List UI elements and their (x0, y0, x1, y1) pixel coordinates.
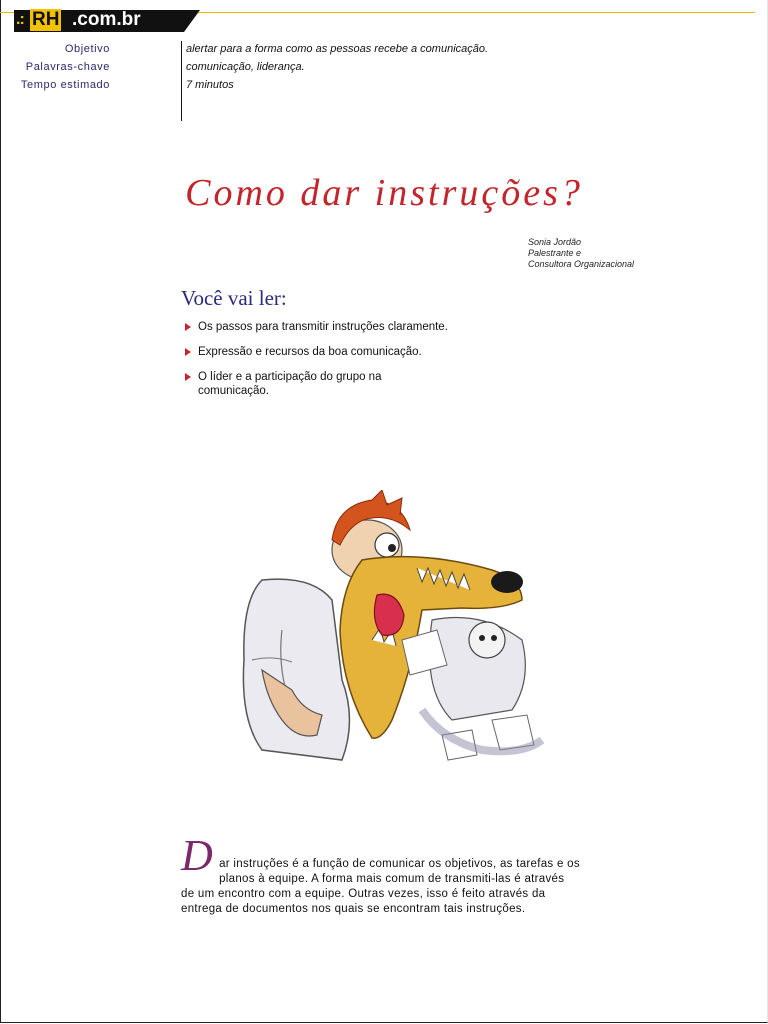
body-text: ar instruções é a função de comunicar os objetivos, as tarefas e os planos à equipe. A forma mais comum de transmiti-las é através de um encontro com a equipe. Outras vezes, isso é feito através da entrega de documentos nos quais se encontram tais instruções. (181, 858, 580, 915)
meta-row-objetivo (0, 41, 700, 59)
author-role-1: Palestrante e (528, 248, 582, 258)
bullet-arrow-icon (185, 348, 191, 356)
logo-rh: RH (32, 9, 60, 30)
list-item-text: Expressão e recursos da boa comunicação. (198, 346, 422, 358)
list-item (185, 370, 455, 398)
logo-dots: .: (16, 11, 24, 28)
page-title: Como dar instruções? (185, 172, 583, 214)
meta-value: alertar para a forma como as pessoas recebe a comunicação. (186, 43, 489, 55)
author-name: Sonia Jordão (528, 237, 582, 247)
cartoon-dog-illustration-icon (222, 490, 562, 790)
logo-domain: .com.br (72, 9, 141, 30)
list-item-text: Os passos para transmitir instruções claramente. (198, 321, 448, 333)
list-item (185, 320, 455, 334)
meta-table (0, 41, 700, 95)
meta-label: Tempo estimado (20, 79, 110, 91)
bullet-arrow-icon (185, 373, 191, 381)
meta-row-tempo-estimado (0, 77, 700, 95)
meta-row-palavras-chave (0, 59, 700, 77)
list-item-text: O líder e a participação do grupo na comunicação. (198, 371, 382, 397)
drop-cap: D (181, 831, 214, 880)
bullet-arrow-icon (185, 323, 191, 331)
read-section-list (185, 320, 455, 409)
body-paragraph (181, 831, 581, 917)
list-item (185, 345, 455, 359)
meta-value: 7 minutos (186, 79, 234, 91)
logo-notch (184, 10, 200, 32)
rh-logo[interactable] (14, 10, 200, 32)
author-block (528, 237, 634, 270)
meta-value: comunicação, liderança. (186, 61, 305, 73)
meta-label: Objetivo (64, 43, 110, 55)
read-section-heading: Você vai ler: (181, 286, 287, 310)
meta-label: Palavras-chave (25, 61, 110, 73)
author-role-2: Consultora Organizacional (528, 259, 635, 269)
